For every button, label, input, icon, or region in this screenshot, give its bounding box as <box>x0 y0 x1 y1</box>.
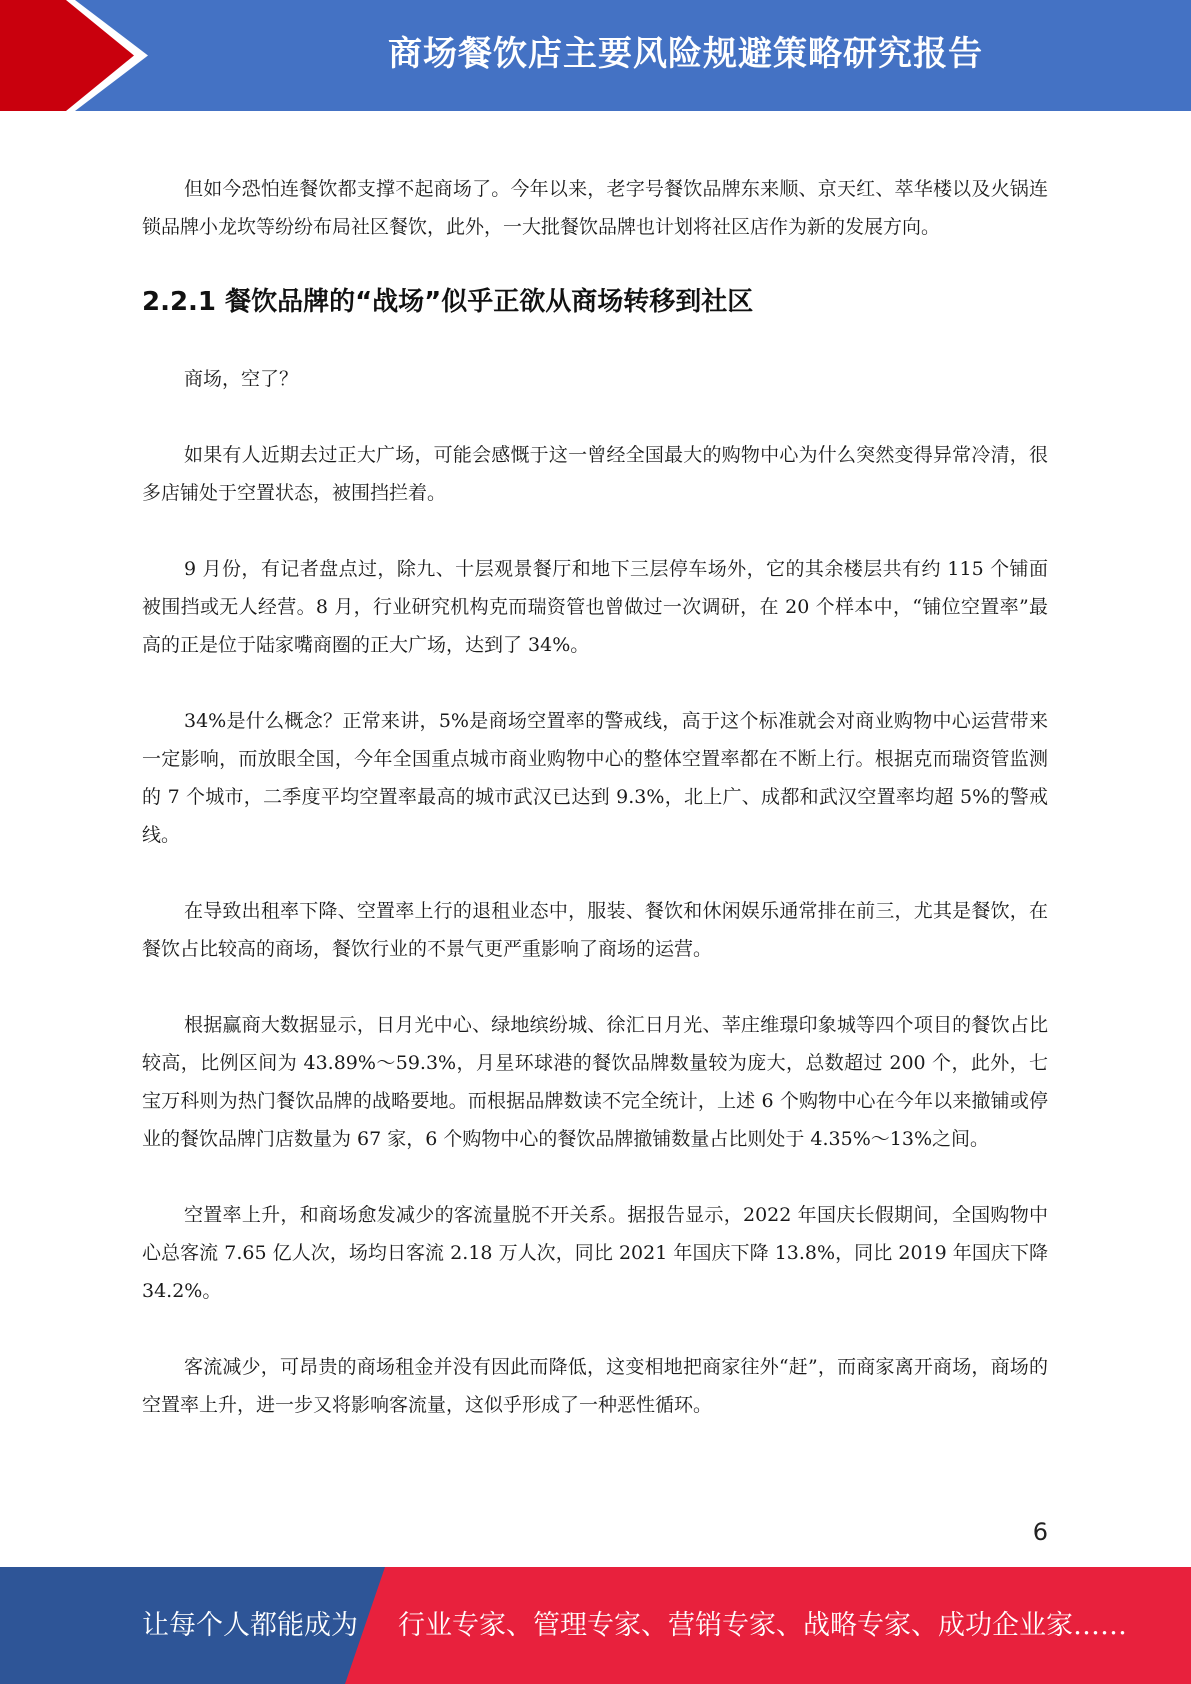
body-paragraph: 如果有人近期去过正大广场，可能会感慨于这一曾经全国最大的购物中心为什么突然变得异常冷清，很多店铺处于空置状态，被围挡拦着。 <box>142 444 1048 504</box>
body-paragraph: 在导致出租率下降、空置率上行的退租业态中，服装、餐饮和休闲娱乐通常排在前三，尤其是餐饮，在餐饮占比较高的商场，餐饮行业的不景气更严重影响了商场的运营。 <box>142 900 1048 960</box>
body-paragraph: 商场，空了？ <box>184 368 299 390</box>
intro-paragraph: 但如今恐怕连餐饮都支撑不起商场了。今年以来，老字号餐饮品牌东来顺、京天红、萃华楼以及火锅连锁品牌小龙坎等纷纷布局社区餐饮，此外，一大批餐饮品牌也计划将社区店作为新的发展方向。 <box>142 178 1048 238</box>
body-paragraph: 根据赢商大数据显示，日月光中心、绿地缤纷城、徐汇日月光、莘庄维璟印象城等四个项目的餐饮占比较高，比例区间为 43.89%～59.3%，月星环球港的餐饮品牌数量较为庞大，总数超过 200 个，此外，七宝万科则为热门餐饮品牌的战略要地。而根据品牌数读不完全统计，上述 6 个购物中心在今年以来撤铺或停业的餐饮品牌门店数量为 67 家，6 个购物中心的餐饮品牌撤铺数量占比则处于 4.35%～13%之间。 <box>142 1014 1048 1150</box>
chevron-arrow-icon <box>0 0 160 111</box>
body-paragraph: 客流减少，可昂贵的商场租金并没有因此而降低，这变相地把商家往外“赶”，而商家离开商场，商场的空置率上升，进一步又将影响客流量，这似乎形成了一种恶性循环。 <box>142 1356 1048 1416</box>
body-paragraph: 9 月份，有记者盘点过，除九、十层观景餐厅和地下三层停车场外，它的其余楼层共有约 115 个铺面被围挡或无人经营。8 月，行业研究机构克而瑞资管也曾做过一次调研，在 20 个样本中，“铺位空置率”最高的正是位于陆家嘴商圈的正大广场，达到了 34%。 <box>142 558 1048 656</box>
footer-slogan-right: 行业专家、管理专家、营销专家、战略专家、成功企业家…… <box>398 1610 1127 1641</box>
page-content <box>142 170 1048 1424</box>
page-number: 6 <box>1032 1518 1048 1546</box>
body-paragraph: 34%是什么概念？正常来讲，5%是商场空置率的警戒线，高于这个标准就会对商业购物中心运营带来一定影响，而放眼全国，今年全国重点城市商业购物中心的整体空置率都在不断上行。根据克而瑞资管监测的 7 个城市，二季度平均空置率最高的城市武汉已达到 9.3%，北上广、成都和武汉空置率均超 5%的警戒线。 <box>142 710 1048 846</box>
footer-slogan-left: 让每个人都能成为 <box>142 1610 358 1641</box>
section-heading: 2.2.1 餐饮品牌的“战场”似乎正欲从商场转移到社区 <box>142 287 754 317</box>
report-header <box>0 0 1191 111</box>
footer-banner <box>0 1567 1191 1684</box>
body-paragraph: 空置率上升，和商场愈发减少的客流量脱不开关系。据报告显示，2022 年国庆长假期间，全国购物中心总客流 7.65 亿人次，场均日客流 2.18 万人次，同比 2021 年国庆下降 13.8%，同比 2019 年国庆下降 34.2%。 <box>142 1204 1048 1302</box>
report-title: 商场餐饮店主要风险规避策略研究报告 <box>388 34 983 74</box>
